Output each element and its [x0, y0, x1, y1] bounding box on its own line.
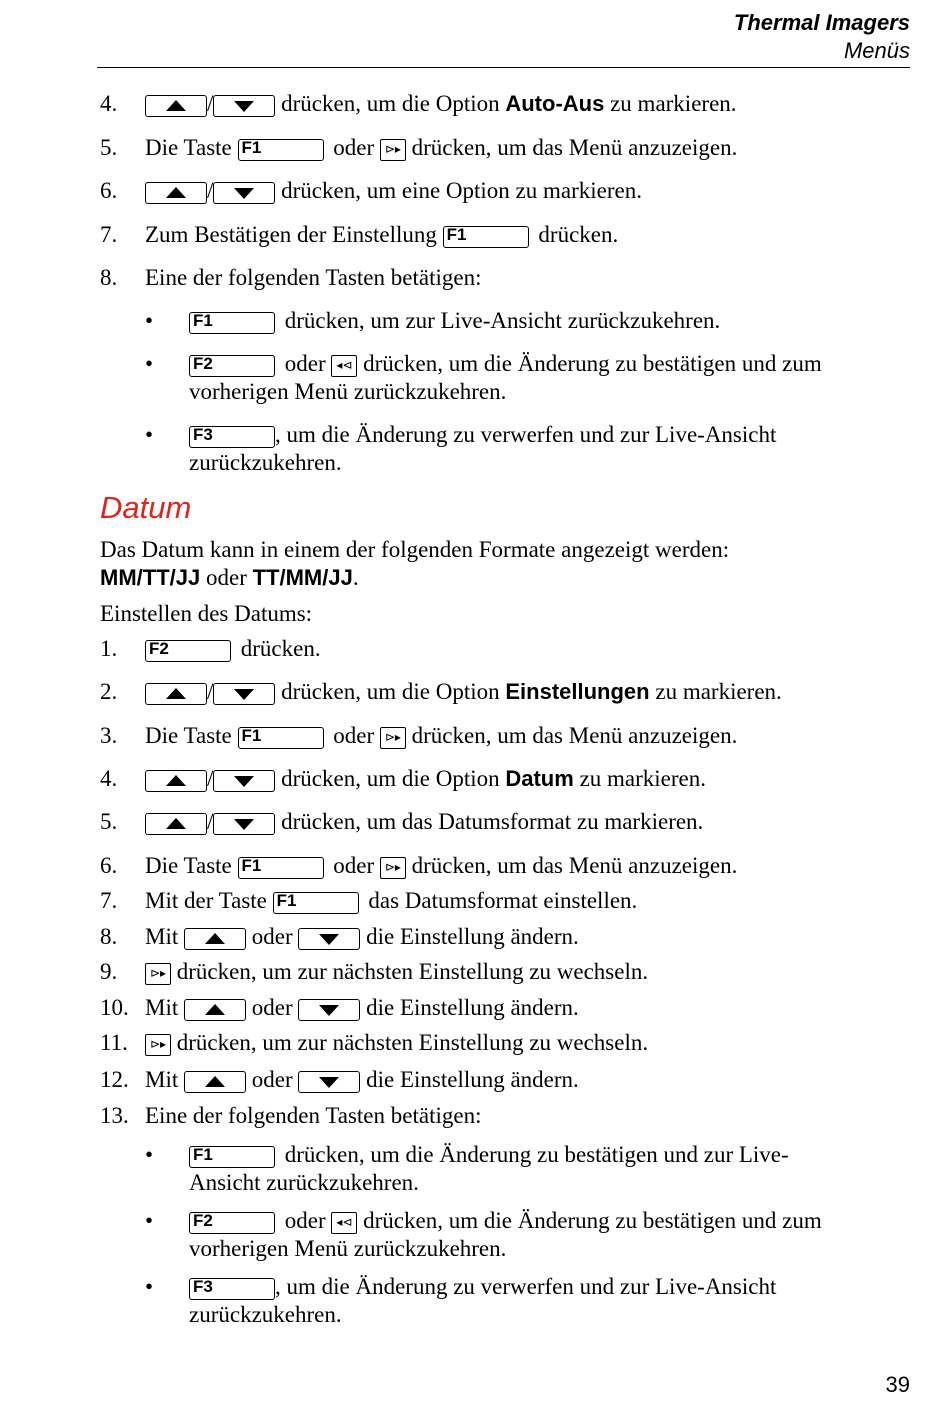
next-icon: ⊳▸: [380, 139, 406, 161]
down-arrow-icon: [319, 1005, 339, 1016]
next-icon: ⊳▸: [380, 727, 406, 749]
up-arrow-icon: [205, 933, 225, 944]
down-arrow-icon: [234, 819, 254, 830]
option-name: Auto-Aus: [505, 91, 605, 116]
up-key: [145, 813, 207, 835]
f2-key: F2: [189, 355, 275, 377]
section-heading: Datum: [100, 490, 192, 525]
up-key: [184, 1071, 246, 1093]
f3-key: F3: [189, 426, 275, 448]
down-arrow-icon: [234, 776, 254, 787]
down-key: [298, 1071, 360, 1093]
down-arrow-icon: [234, 689, 254, 700]
intro-formats: MM/TT/JJ oder TT/MM/JJ.: [100, 565, 359, 590]
header-title: Thermal Imagers: [733, 10, 910, 35]
down-key: [213, 770, 275, 792]
bullet-cont: vorherigen Menü zurückzukehren.: [189, 1236, 507, 1261]
down-key: [213, 813, 275, 835]
down-key: [298, 928, 360, 950]
up-key: [184, 999, 246, 1021]
next-icon: ⊳▸: [145, 963, 171, 985]
prev-icon: ◂⊲: [331, 355, 357, 377]
down-key: [213, 95, 275, 117]
option-name: Datum: [505, 766, 574, 791]
page-number: 39: [885, 1372, 910, 1397]
next-icon: ⊳▸: [145, 1034, 171, 1056]
up-arrow-icon: [166, 100, 186, 111]
up-arrow-icon: [166, 187, 186, 198]
up-key: [145, 683, 207, 705]
header-subtitle: Menüs: [843, 38, 910, 63]
intro-line: Das Datum kann in einem der folgenden Formate angezeigt werden:: [100, 537, 730, 562]
f1-key: F1: [443, 226, 529, 248]
next-icon: ⊳▸: [380, 857, 406, 879]
bullet-cont: vorherigen Menü zurückzukehren.: [189, 379, 507, 404]
f3-key: F3: [189, 1278, 275, 1300]
up-arrow-icon: [205, 1076, 225, 1087]
f1-key: F1: [238, 857, 324, 879]
up-arrow-icon: [166, 688, 186, 699]
down-key: [298, 999, 360, 1021]
header-rule: [97, 67, 910, 68]
down-key: [213, 683, 275, 705]
down-arrow-icon: [234, 188, 254, 199]
bullet-cont: zurückzukehren.: [189, 450, 342, 475]
format-b: TT/MM/JJ: [252, 565, 353, 590]
up-arrow-icon: [166, 775, 186, 786]
format-a: MM/TT/JJ: [100, 565, 201, 590]
f1-key: F1: [189, 1146, 275, 1168]
bullet-cont: Ansicht zurückzukehren.: [189, 1170, 419, 1195]
option-name: Einstellungen: [505, 679, 650, 704]
down-arrow-icon: [319, 1077, 339, 1088]
up-key: [184, 928, 246, 950]
down-arrow-icon: [234, 101, 254, 112]
prev-icon: ◂⊲: [331, 1212, 357, 1234]
up-arrow-icon: [166, 818, 186, 829]
up-key: [145, 770, 207, 792]
f1-key: F1: [238, 727, 324, 749]
down-key: [213, 182, 275, 204]
f1-key: F1: [273, 892, 359, 914]
down-arrow-icon: [319, 934, 339, 945]
bullet-cont: zurückzukehren.: [189, 1302, 342, 1327]
up-key: [145, 182, 207, 204]
up-key: [145, 95, 207, 117]
setup-line: Einstellen des Datums:: [100, 601, 313, 626]
f1-key: F1: [238, 139, 324, 161]
up-arrow-icon: [205, 1004, 225, 1015]
f2-key: F2: [145, 640, 231, 662]
f1-key: F1: [189, 312, 275, 334]
f2-key: F2: [189, 1212, 275, 1234]
